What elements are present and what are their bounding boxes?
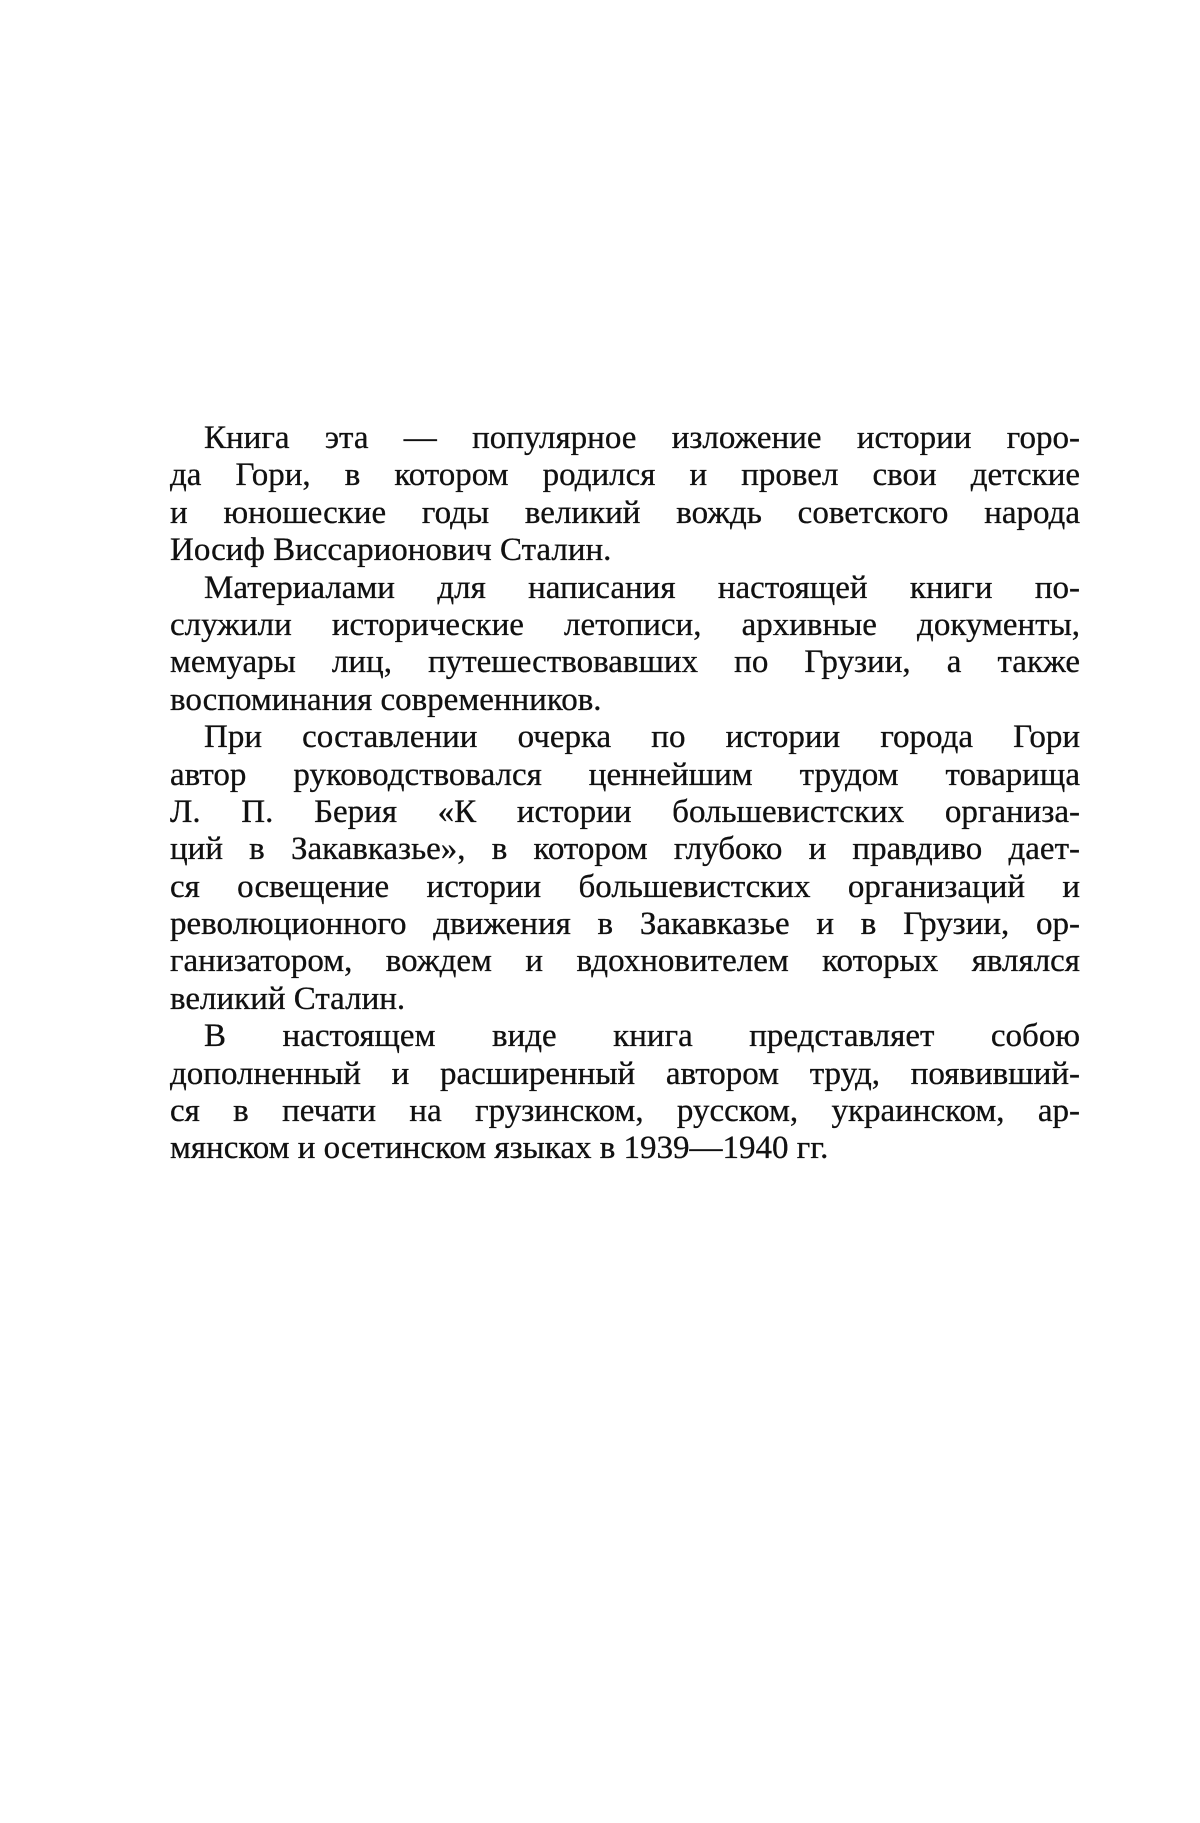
- text-line: В настоящем виде книга представляет собою: [204, 1018, 1080, 1055]
- text-line: революционного движения в Закавказье и в Грузии, ор-: [170, 906, 1080, 943]
- text-line: служили исторические летописи, архивные документы,: [170, 606, 1080, 643]
- text-line: автор руководствовался ценнейшим трудом товарища: [170, 756, 1080, 793]
- text-line: воспоминания современников.: [170, 681, 602, 718]
- text-line: великий Сталин.: [170, 980, 406, 1017]
- text-line: ций в Закавказье», в котором глубоко и правдиво дает-: [170, 831, 1080, 868]
- paragraph: [170, 420, 1080, 570]
- preface-text: [170, 420, 1080, 1168]
- text-line: да Гори, в котором родился и провел свои детские: [170, 457, 1080, 494]
- text-line: Книга эта — популярное изложение истории горо-: [204, 420, 1080, 456]
- text-line: дополненный и расширенный автором труд, появивший-: [170, 1055, 1080, 1092]
- text-line: и юношеские годы великий вождь советского народа: [170, 494, 1080, 531]
- paragraph: [170, 1018, 1080, 1168]
- paragraph: [170, 570, 1080, 720]
- text-line: Л. П. Берия «К истории большевистских организа-: [170, 793, 1080, 830]
- text-line: ся в печати на грузинском, русском, украинском, ар-: [170, 1093, 1080, 1130]
- text-line: ся освещение истории большевистских организаций и: [170, 868, 1080, 905]
- paragraph: [170, 719, 1080, 1018]
- text-line: мянском и осетинском языках в 1939—1940 гг.: [170, 1130, 829, 1167]
- text-line: ганизатором, вождем и вдохновителем которых являлся: [170, 943, 1080, 980]
- text-line: Материалами для написания настоящей книги по-: [204, 569, 1080, 606]
- text-line: При составлении очерка по истории города Гори: [204, 719, 1080, 756]
- text-line: Иосиф Виссарионович Сталин.: [170, 532, 612, 569]
- text-line: мемуары лиц, путешествовавших по Грузии, а также: [170, 644, 1080, 681]
